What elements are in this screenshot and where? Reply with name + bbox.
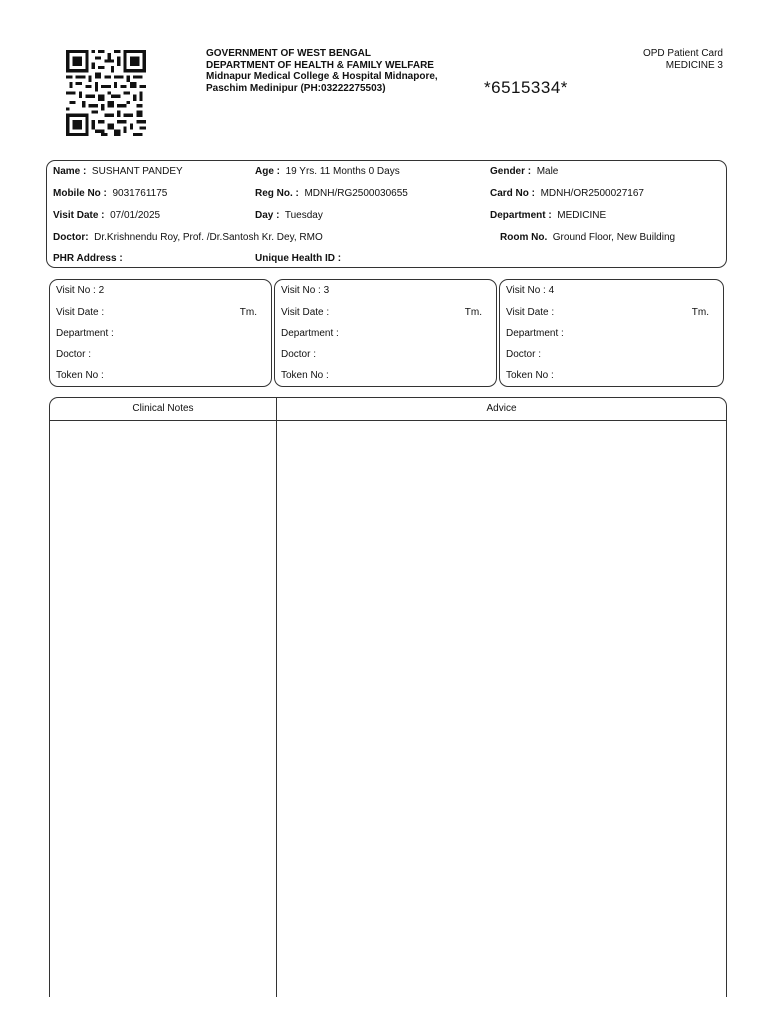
hospital-header xyxy=(206,48,438,94)
barcode-text: *6515334* xyxy=(484,78,568,97)
patient-name xyxy=(53,166,183,177)
header-address-phone: Paschim Medinipur (PH:03222275503) xyxy=(206,82,386,94)
advice-header: Advice xyxy=(486,403,517,414)
card-unit: MEDICINE 3 xyxy=(665,59,723,71)
card-type: OPD Patient Card xyxy=(642,48,723,59)
visit-no: Visit No : 3 xyxy=(281,285,330,296)
visit-token: Token No : xyxy=(281,370,329,381)
card-type-block xyxy=(643,48,723,71)
clinical-notes-header: Clinical Notes xyxy=(132,403,194,414)
patient-gender xyxy=(490,166,558,177)
patient-reg-no xyxy=(255,188,408,199)
visit-token: Token No : xyxy=(56,370,104,381)
name-label: Name : xyxy=(53,166,87,177)
visit-doctor: Doctor : xyxy=(506,349,542,360)
department-value: MEDICINE xyxy=(557,210,607,221)
name-value: SUSHANT PANDEY xyxy=(91,166,183,177)
mobile-value: 9031761175 xyxy=(112,188,168,199)
patient-doctor xyxy=(53,232,323,243)
visit-box-4 xyxy=(499,279,724,387)
visit-time: Tm. xyxy=(691,307,709,318)
gender-label: Gender : xyxy=(490,166,532,177)
card-label: Card No : xyxy=(490,188,535,199)
visit-department: Department : xyxy=(281,328,339,339)
patient-age xyxy=(255,166,400,177)
visit-department: Department : xyxy=(506,328,564,339)
room-value: Ground Floor, New Building xyxy=(552,232,676,243)
patient-room xyxy=(500,232,675,243)
visit-doctor: Doctor : xyxy=(281,349,317,360)
header-government: GOVERNMENT OF WEST BENGAL xyxy=(206,48,371,59)
visit-box-2 xyxy=(49,279,272,387)
visit-department: Department : xyxy=(56,328,114,339)
doctor-value: Dr.Krishnendu Roy, Prof. /Dr.Santosh Kr. Dey, RMO xyxy=(94,232,323,243)
visit-date: Visit Date : xyxy=(506,307,555,318)
visit-time: Tm. xyxy=(464,307,482,318)
age-label: Age : xyxy=(255,166,280,177)
room-label: Room No. xyxy=(500,232,548,243)
day-value: Tuesday xyxy=(284,210,323,221)
day-label: Day : xyxy=(255,210,280,221)
phr-label: PHR Address : xyxy=(53,253,123,264)
reg-label: Reg No. : xyxy=(255,188,299,199)
patient-day xyxy=(255,210,323,221)
header-hospital: Midnapur Medical College & Hospital Midnapore, xyxy=(206,71,438,82)
patient-mobile xyxy=(53,188,167,199)
card-value: MDNH/OR2500027167 xyxy=(540,188,644,199)
visit-no: Visit No : 2 xyxy=(56,285,105,296)
patient-info-box xyxy=(46,160,727,268)
patient-department xyxy=(490,210,606,221)
visit-date: Visit Date : xyxy=(56,307,105,318)
qr-code xyxy=(66,50,146,136)
visit-token: Token No : xyxy=(506,370,554,381)
department-label: Department : xyxy=(490,210,552,221)
age-value: 19 Yrs. 11 Months 0 Days xyxy=(285,166,400,177)
gender-value: Male xyxy=(536,166,559,177)
patient-card-no xyxy=(490,188,644,199)
patient-uhid xyxy=(255,253,341,264)
mobile-label: Mobile No : xyxy=(53,188,107,199)
visit-doctor: Doctor : xyxy=(56,349,92,360)
visit-date-value: 07/01/2025 xyxy=(110,210,161,221)
column-divider xyxy=(276,398,277,997)
doctor-label: Doctor: xyxy=(53,232,89,243)
uhid-label: Unique Health ID : xyxy=(255,253,342,264)
visit-date-label: Visit Date : xyxy=(53,210,105,221)
patient-visit-date xyxy=(53,210,160,221)
header-divider xyxy=(50,420,726,421)
reg-value: MDNH/RG2500030655 xyxy=(304,188,408,199)
patient-phr-address xyxy=(53,253,123,264)
visit-date: Visit Date : xyxy=(281,307,330,318)
header-department: DEPARTMENT OF HEALTH & FAMILY WELFARE xyxy=(206,59,434,71)
visit-box-3 xyxy=(274,279,497,387)
visit-no: Visit No : 4 xyxy=(506,285,555,296)
visit-time: Tm. xyxy=(239,307,257,318)
notes-table xyxy=(49,397,727,997)
